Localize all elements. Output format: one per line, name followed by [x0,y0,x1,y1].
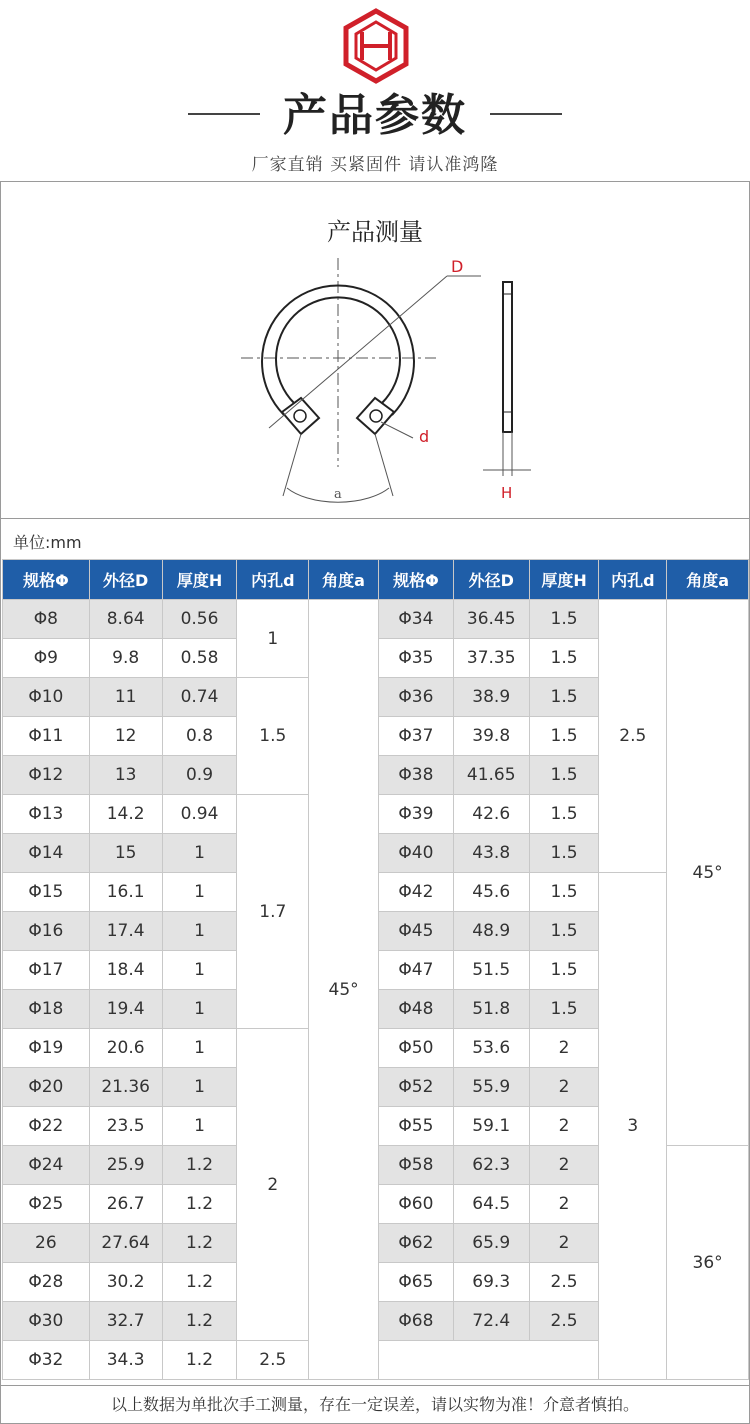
table-cell: 72.4 [453,1302,529,1341]
table-cell: Φ13 [3,795,90,834]
table-cell: Φ28 [3,1263,90,1302]
table-cell: Φ20 [3,1068,90,1107]
table-cell: Φ39 [378,795,453,834]
table-cell: 38.9 [453,678,529,717]
table-cell: 1.5 [529,795,599,834]
table-cell: 1.5 [529,951,599,990]
table-cell: 2 [529,1146,599,1185]
column-header: 厚度H [529,560,599,600]
table-cell: 37.35 [453,639,529,678]
table-cell: 13 [89,756,162,795]
table-cell: Φ25 [3,1185,90,1224]
spec-table [2,559,749,1380]
table-cell: Φ35 [378,639,453,678]
table-cell: 19.4 [89,990,162,1029]
table-cell: Φ9 [3,639,90,678]
table-cell: 2 [529,1185,599,1224]
table-cell: 39.8 [453,717,529,756]
hole-size-cell: 1.5 [237,678,309,795]
dim-label-D: D [451,257,464,276]
spec-table-header [3,560,749,600]
column-header: 角度a [667,560,749,600]
table-cell: 1.5 [529,678,599,717]
table-cell: 1 [162,873,237,912]
table-cell: Φ60 [378,1185,453,1224]
table-cell: Φ55 [378,1107,453,1146]
table-cell: Φ22 [3,1107,90,1146]
table-cell: 1 [162,1107,237,1146]
table-cell: 1.5 [529,639,599,678]
retaining-ring-drawing [1,252,749,512]
diagram-divider [1,518,749,519]
brand-logo-icon [342,8,410,84]
dim-label-H: H [501,484,513,502]
table-cell: 1 [162,834,237,873]
table-cell: 0.74 [162,678,237,717]
table-cell: 69.3 [453,1263,529,1302]
table-cell: 2 [529,1224,599,1263]
table-cell: 1 [162,990,237,1029]
table-cell: 41.65 [453,756,529,795]
page-subtitle: 厂家直销 买紧固件 请认准鸿隆 [251,155,499,175]
table-cell: 21.36 [89,1068,162,1107]
unit-label: 单位:mm [13,533,82,552]
page-title: 产品参数 [283,90,467,141]
table-cell: Φ34 [378,600,453,639]
table-cell: 1.5 [529,912,599,951]
table-cell: 55.9 [453,1068,529,1107]
table-cell: 9.8 [89,639,162,678]
table-cell: 43.8 [453,834,529,873]
page-header [0,86,750,146]
table-cell: 1.2 [162,1302,237,1341]
table-cell: 15 [89,834,162,873]
column-header: 角度a [309,560,379,600]
table-cell: 32.7 [89,1302,162,1341]
table-cell: 1 [162,912,237,951]
empty-cell [378,1341,598,1380]
column-header: 内孔d [599,560,667,600]
table-cell: 1.5 [529,717,599,756]
table-cell: 12 [89,717,162,756]
table-cell: Φ37 [378,717,453,756]
table-cell: Φ18 [3,990,90,1029]
table-cell: Φ15 [3,873,90,912]
table-cell: 0.8 [162,717,237,756]
table-cell: 2 [529,1029,599,1068]
table-cell: Φ19 [3,1029,90,1068]
table-cell: Φ45 [378,912,453,951]
product-spec-panel [0,181,750,1424]
disclaimer-note: 以上数据为单批次手工测量，存在一定误差，请以实物为准！介意者慎拍。 [1,1385,749,1424]
table-cell: 1 [162,1029,237,1068]
table-cell: 25.9 [89,1146,162,1185]
hole-size-cell: 1.7 [237,795,309,1029]
table-cell: 26.7 [89,1185,162,1224]
column-header: 内孔d [237,560,309,600]
table-cell: Φ40 [378,834,453,873]
table-cell: Φ48 [378,990,453,1029]
table-cell: Φ52 [378,1068,453,1107]
table-cell: 64.5 [453,1185,529,1224]
table-cell: 51.5 [453,951,529,990]
column-header: 规格Φ [378,560,453,600]
table-cell: 1.2 [162,1185,237,1224]
table-cell: 30.2 [89,1263,162,1302]
title-divider-right [490,113,562,115]
table-cell: Φ47 [378,951,453,990]
table-cell: Φ36 [378,678,453,717]
column-header: 外径D [453,560,529,600]
table-cell: 2.5 [529,1302,599,1341]
table-cell: 34.3 [89,1341,162,1380]
table-cell: 2 [529,1107,599,1146]
table-cell: Φ17 [3,951,90,990]
table-cell: Φ42 [378,873,453,912]
table-cell: 0.94 [162,795,237,834]
table-cell: Φ58 [378,1146,453,1185]
table-cell: 1.2 [162,1224,237,1263]
table-cell: 1 [162,1068,237,1107]
table-cell: 23.5 [89,1107,162,1146]
table-cell: Φ11 [3,717,90,756]
dim-label-a: a [334,487,342,502]
table-cell: Φ32 [3,1341,90,1380]
table-cell: Φ8 [3,600,90,639]
table-cell: Φ50 [378,1029,453,1068]
table-cell: 17.4 [89,912,162,951]
table-cell: Φ68 [378,1302,453,1341]
table-cell: Φ12 [3,756,90,795]
table-cell: 51.8 [453,990,529,1029]
table-cell: 1.2 [162,1263,237,1302]
table-cell: 59.1 [453,1107,529,1146]
table-cell: 2.5 [529,1263,599,1302]
table-cell: 42.6 [453,795,529,834]
table-row [3,600,749,639]
table-cell: 48.9 [453,912,529,951]
angle-cell: 45° [667,600,749,1146]
table-cell: 1.5 [529,600,599,639]
table-cell: 20.6 [89,1029,162,1068]
table-cell: Φ10 [3,678,90,717]
table-cell: Φ24 [3,1146,90,1185]
table-cell: 14.2 [89,795,162,834]
table-cell: 62.3 [453,1146,529,1185]
column-header: 外径D [89,560,162,600]
table-cell: Φ38 [378,756,453,795]
table-cell: 1.2 [162,1146,237,1185]
table-cell: 0.9 [162,756,237,795]
table-cell: 65.9 [453,1224,529,1263]
hole-size-cell: 2.5 [599,600,667,873]
table-cell: 1.5 [529,873,599,912]
diagram-title: 产品测量 [327,218,423,246]
table-cell: 53.6 [453,1029,529,1068]
table-cell: 16.1 [89,873,162,912]
table-cell: 45.6 [453,873,529,912]
column-header: 规格Φ [3,560,90,600]
hole-size-cell: 1 [237,600,309,678]
angle-cell: 36° [667,1146,749,1380]
hole-size-cell: 3 [599,873,667,1380]
table-cell: Φ16 [3,912,90,951]
table-cell: Φ65 [378,1263,453,1302]
table-cell: 2 [529,1068,599,1107]
hole-size-cell: 2.5 [237,1341,309,1380]
table-cell: 27.64 [89,1224,162,1263]
table-cell: 26 [3,1224,90,1263]
column-header: 厚度H [162,560,237,600]
angle-cell: 45° [309,600,379,1380]
table-cell: 0.56 [162,600,237,639]
table-cell: 1.5 [529,756,599,795]
dim-label-d: d [419,427,430,446]
table-cell: Φ30 [3,1302,90,1341]
table-cell: 1 [162,951,237,990]
table-cell: 1.5 [529,990,599,1029]
table-cell: 11 [89,678,162,717]
table-cell: 36.45 [453,600,529,639]
table-cell: 1.5 [529,834,599,873]
table-cell: 18.4 [89,951,162,990]
table-cell: 0.58 [162,639,237,678]
table-cell: Φ14 [3,834,90,873]
table-cell: Φ62 [378,1224,453,1263]
hole-size-cell: 2 [237,1029,309,1341]
table-cell: 1.2 [162,1341,237,1380]
table-cell: 8.64 [89,600,162,639]
